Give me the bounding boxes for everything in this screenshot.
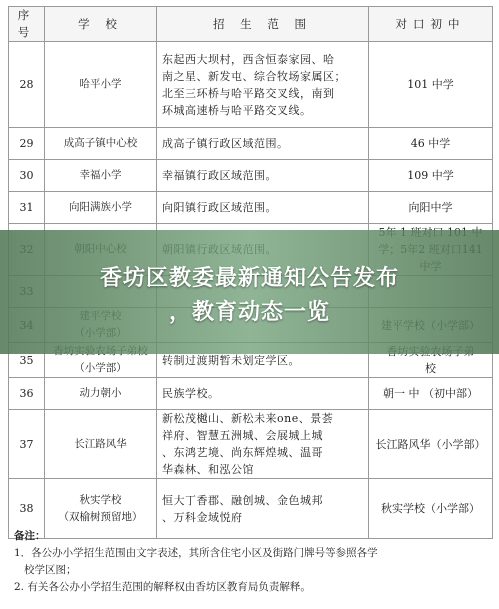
range-line: 环城高速桥与哈平路交叉线。 <box>162 103 312 117</box>
cell-no: 35 <box>9 343 45 378</box>
range-line: 幸福镇行政区域范围。 <box>162 169 277 182</box>
table-row <box>9 192 493 224</box>
cell-middle-school <box>369 160 493 192</box>
notes-line: 2. 有关各公办小学招生范围的解释权由香坊区教育局负责解释。 <box>14 581 311 593</box>
school-name: 秋实学校 <box>79 493 122 506</box>
cell-middle-school <box>369 378 493 410</box>
range-line: 向阳镇行政区域范围。 <box>162 201 277 214</box>
header-range: 招 生 范 围 <box>157 7 369 42</box>
range-line: 华森林、和泓公馆 <box>162 463 254 476</box>
middle-school-line: 109 中学 <box>407 169 454 182</box>
cell-no: 37 <box>9 410 45 479</box>
header-middle-school: 对口初中 <box>369 7 493 42</box>
middle-school-line: 长江路风华（小学部） <box>375 437 486 451</box>
range-line: 东起西大坝村，西含恒泰家园、哈 <box>162 52 335 66</box>
cell-school <box>45 378 157 410</box>
cell-range <box>157 128 369 160</box>
header-school: 学 校 <box>45 7 157 42</box>
cell-range <box>157 410 369 479</box>
range-line: 祥府、智慧五洲城、会展城上城 <box>162 429 323 442</box>
school-name: 幸福小学 <box>79 169 122 181</box>
school-name: 哈平小学 <box>79 78 122 90</box>
range-line: 、东鸿艺境、尚东辉煌城、温哥 <box>162 446 323 459</box>
school-name: 向阳满族小学 <box>69 201 132 213</box>
cell-middle-school <box>369 128 493 160</box>
cell-range <box>157 42 369 128</box>
header-no: 序号 <box>9 7 45 42</box>
cell-no: 31 <box>9 192 45 224</box>
table-row <box>9 128 493 160</box>
cell-middle-school <box>369 42 493 128</box>
school-name: 成高子镇中心校 <box>63 137 138 149</box>
range-line: 民族学校。 <box>162 387 220 400</box>
cell-middle-school <box>369 192 493 224</box>
middle-school-line: 101 中学 <box>407 78 454 91</box>
cell-school <box>45 192 157 224</box>
school-name: 动力朝小 <box>79 387 122 399</box>
cell-range <box>157 192 369 224</box>
range-line: 成高子镇行政区域范围。 <box>162 137 289 150</box>
cell-no: 29 <box>9 128 45 160</box>
range-line: 恒大丁香郡、融创城、金色城邦 <box>162 493 323 507</box>
middle-school-line: 朝一 中 （初中部） <box>383 387 478 400</box>
headline-line-2: ，教育动态一览 <box>168 300 330 325</box>
middle-school-line: 秋实学校（小学部） <box>381 502 480 515</box>
school-note: （双榆树预留地） <box>58 510 143 523</box>
cell-no: 38 <box>9 479 45 539</box>
cell-no: 28 <box>9 42 45 128</box>
notes-line: 校学区图； <box>24 564 77 576</box>
table-row <box>9 410 493 479</box>
cell-school <box>45 128 157 160</box>
headline-text <box>0 262 499 330</box>
cell-range <box>157 160 369 192</box>
table-row <box>9 42 493 128</box>
cell-school <box>45 42 157 128</box>
cell-school <box>45 160 157 192</box>
range-line: 北至三环桥与哈平路交叉线，南到 <box>162 86 335 100</box>
middle-school-line: 46 中学 <box>410 137 451 150</box>
table-header-row <box>9 7 493 42</box>
school-name: 长江路风华 <box>74 437 127 450</box>
middle-school-line: 向阳中学 <box>408 201 453 214</box>
cell-range <box>157 378 369 410</box>
notes-title: 备注： <box>14 530 46 542</box>
table-row <box>9 160 493 192</box>
table-row <box>9 378 493 410</box>
range-line: 转制过渡期暂未划定学区。 <box>162 353 300 367</box>
cell-no: 36 <box>9 378 45 410</box>
cell-middle-school <box>369 410 493 479</box>
headline-line-1: 香坊区教委最新通知公告发布 <box>99 266 399 291</box>
middle-school-line: 校 <box>425 362 436 375</box>
notes-section <box>14 528 484 596</box>
range-line: 新松茂樾山、新松未来one、景荟 <box>162 412 334 425</box>
cell-school <box>45 410 157 479</box>
range-line: 、万科金域悦府 <box>162 510 243 524</box>
range-line: 南之星、新发屯、综合牧场家属区； <box>162 69 346 83</box>
school-note: （小学部） <box>74 362 127 374</box>
notes-line: 1．各公办小学招生范围由文字表述，其所含住宅小区及街路门牌号等参照各学 <box>14 547 378 559</box>
cell-no: 30 <box>9 160 45 192</box>
